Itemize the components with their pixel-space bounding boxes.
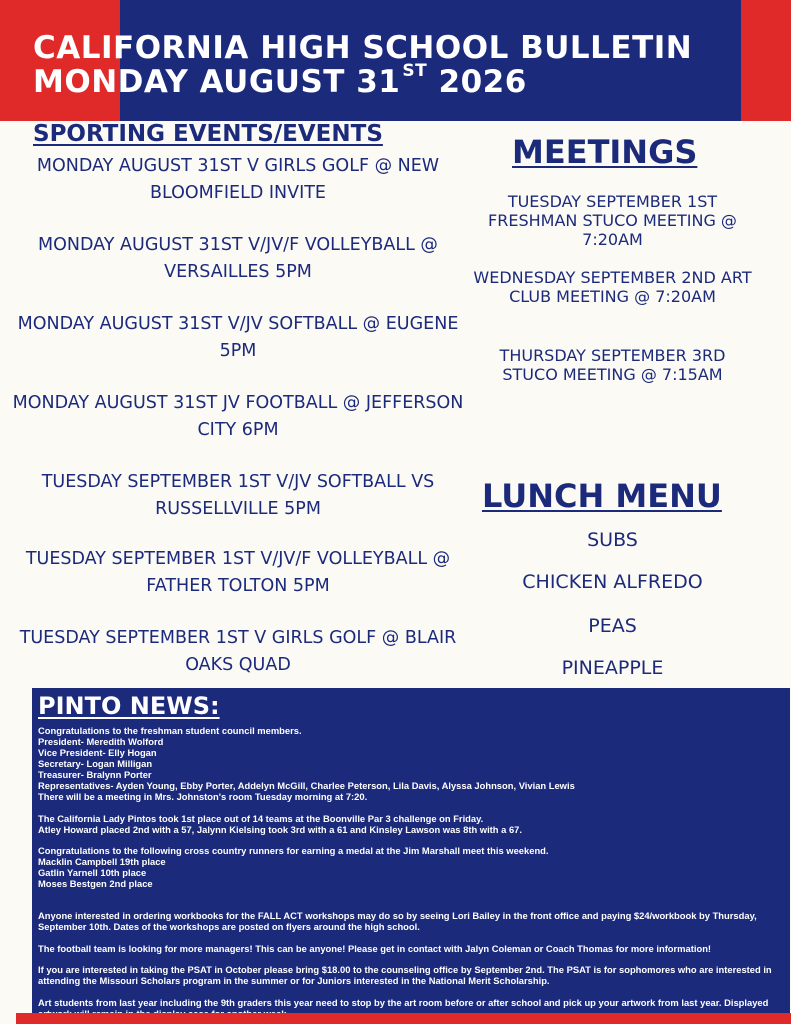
news-line: Congratulations to the following cross country runners for earning a medal at the Jim Marshall meet this weekend.: [38, 845, 549, 856]
footer-red-stripe: [16, 1013, 791, 1024]
lunch-item: PINEAPPLE: [561, 657, 664, 679]
pinto-news-panel: [32, 688, 790, 1014]
events-heading: SPORTING EVENTS/EVENTS: [33, 121, 383, 147]
news-line: Moses Bestgen 2nd place: [38, 878, 153, 889]
news-line: Gatlin Yarnell 10th place: [38, 867, 147, 878]
event-item: MONDAY AUGUST 31ST JV FOOTBALL @ JEFFERSON CITY 6PM: [12, 393, 464, 440]
meeting-item: TUESDAY SEPTEMBER 1ST FRESHMAN STUCO MEETING @ 7:20AM: [488, 192, 737, 249]
event-item: TUESDAY SEPTEMBER 1ST V/JV/F VOLLEYBALL @ FATHER TOLTON 5PM: [25, 549, 451, 596]
event-item: MONDAY AUGUST 31ST V/JV/F VOLLEYBALL @ VERSAILLES 5PM: [38, 235, 438, 282]
lunch-item: SUBS: [587, 529, 638, 551]
bulletin-date-main: MONDAY AUGUST 31: [33, 64, 401, 100]
news-line: Vice President- Elly Hogan: [38, 747, 157, 758]
event-item: TUESDAY SEPTEMBER 1ST V/JV SOFTBALL VS RUSSELLVILLE 5PM: [41, 472, 435, 519]
event-item: MONDAY AUGUST 31ST V/JV SOFTBALL @ EUGENE 5PM: [17, 314, 459, 361]
meetings-heading: MEETINGS: [512, 133, 698, 171]
art-announcement: Art students from last year including the 9th graders this year need to stop by the art room before or after school and pick up your artwork from last year. Displayed: [38, 996, 769, 1008]
bulletin-title: CALIFORNIA HIGH SCHOOL BULLETIN: [33, 30, 693, 66]
lunch-item: CHICKEN ALFREDO: [522, 571, 703, 593]
news-line: Atley Howard placed 2nd with a 57, Jalynn Kielsing took 3rd with a 61 and Kinsley Lawson was 8th with a 67.: [38, 823, 522, 835]
football-announcement: The football team is looking for more managers! This can be anyone! Please get in contact with Jalyn Coleman or Coach Thomas for more information!: [38, 942, 712, 954]
header-red-stripe-right: [741, 0, 791, 121]
news-line: Treasurer- Bralynn Porter: [38, 769, 152, 780]
news-line: Macklin Campbell 19th place: [38, 856, 166, 867]
pinto-news-heading: PINTO NEWS:: [38, 692, 220, 720]
bulletin-date: [33, 61, 527, 100]
cross-country-announcement: [38, 845, 784, 889]
news-line: The California Lady Pintos took 1st place out of 14 teams at the Boonville Par 3 challenge on Friday.: [38, 812, 484, 824]
meeting-item: THURSDAY SEPTEMBER 3RD STUCO MEETING @ 7:15AM: [499, 346, 726, 384]
lunch-item: PEAS: [588, 615, 637, 637]
lunch-heading: LUNCH MENU: [482, 477, 722, 515]
psat-announcement: If you are interested in taking the PSAT in October please bring $18.00 to the counseling office by September 2nd. The PSAT is for sophomores who are interested in attending the Missouri Scholars program in the summer or for Juniors interested in the National Merit Scholarship.: [38, 964, 772, 986]
bulletin-header: [0, 0, 791, 121]
act-announcement: Anyone interested in ordering workbooks for the FALL ACT workshops may do so by seeing Lori Bailey in the front office and paying $24/workbook by Thursday, September 10th. Dates of the workshops are posted on flyers around the high school.: [38, 910, 757, 932]
meeting-item: WEDNESDAY SEPTEMBER 2ND ART CLUB MEETING @ 7:20AM: [473, 268, 752, 306]
news-line: Representatives- Ayden Young, Ebby Porter, Addelyn McGill, Charlee Peterson, Lila Davis, Alyssa Johnson, Vivian Lewis: [38, 780, 575, 791]
golf-announcement: [38, 813, 784, 835]
news-line: There will be a meeting in Mrs. Johnston's room Tuesday morning at 7:20.: [38, 791, 368, 802]
bulletin-date-suffix: ST: [402, 61, 428, 81]
council-announcement: [38, 725, 784, 802]
news-line: Secretary- Logan Milligan: [38, 758, 153, 769]
event-item: TUESDAY SEPTEMBER 1ST V GIRLS GOLF @ BLAIR OAKS QUAD: [19, 628, 457, 675]
news-line: Congratulations to the freshman student council members.: [38, 725, 302, 736]
news-line: President- Meredith Wolford: [38, 736, 164, 747]
event-item: MONDAY AUGUST 31ST V GIRLS GOLF @ NEW BLOOMFIELD INVITE: [36, 156, 440, 203]
bulletin-date-year: 2026: [427, 64, 527, 100]
